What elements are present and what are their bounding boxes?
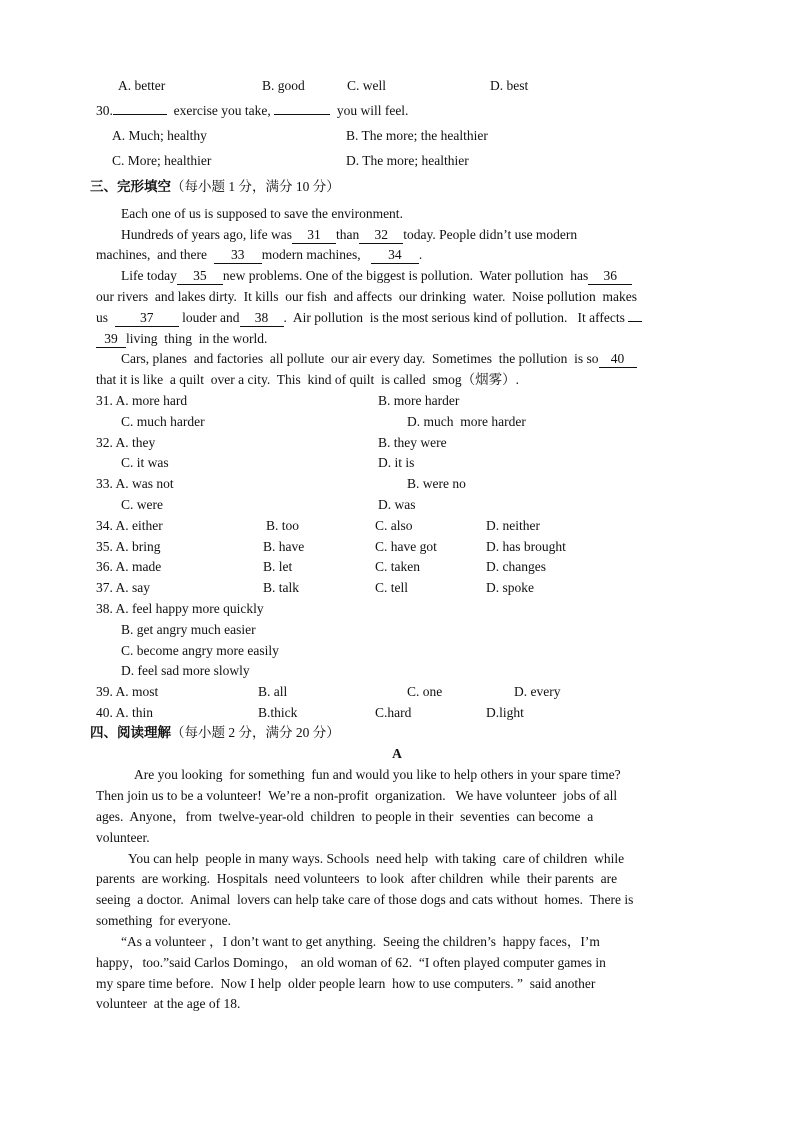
blank-32: 32: [359, 227, 403, 244]
blank-38: 38: [240, 310, 284, 327]
q30-option-d: D. The more; healthier: [346, 153, 469, 168]
q33-option-d: D. was: [378, 497, 416, 512]
blank-39: 39: [96, 331, 126, 348]
passage-line-6: [96, 309, 642, 327]
passage-line-2: [121, 226, 577, 244]
blank-40: 40: [599, 351, 637, 368]
passage-text: machines, and there: [96, 247, 207, 262]
passage-text: new problems. One of the biggest is pollution. Water pollution has: [222, 268, 589, 283]
q30-stem: [96, 102, 408, 120]
q29-option-a: A. better: [118, 78, 166, 93]
q33-option-c: C. were: [121, 497, 163, 512]
q36-option-c: C. taken: [375, 559, 420, 574]
q40-option-d: D.light: [486, 705, 524, 720]
q30-stem-mid: exercise you take,: [173, 103, 271, 118]
passage-text: Hundreds of years ago, life was: [121, 227, 292, 242]
q39-option-d: D. every: [514, 684, 561, 699]
q31-option-a: 31. A. more hard: [96, 393, 188, 408]
q40-option-a: 40. A. thin: [96, 705, 154, 720]
q30-option-b: B. The more; the healthier: [346, 128, 488, 143]
q37-option-c: C. tell: [375, 580, 408, 595]
reading-line-1: Are you looking for something fun and would you like to help others in your spare time?: [134, 767, 621, 782]
q30-option-c: C. More; healthier: [112, 153, 212, 168]
q39-option-a: 39. A. most: [96, 684, 159, 699]
passage-line-1: Each one of us is supposed to save the environment.: [121, 206, 403, 221]
passage-line-4: [121, 267, 632, 285]
passage-text: . Air pollution is the most serious kind of pollution. It affects: [283, 310, 625, 325]
reading-line-6: parents are working. Hospitals need volunteers to look after children while their parents are: [96, 871, 618, 886]
passage-text: living thing in the world.: [126, 331, 268, 346]
q35-option-a: 35. A. bring: [96, 539, 161, 554]
reading-line-2: Then join us to be a volunteer! We’re a non-profit organization. We have volunteer jobs of all: [96, 788, 618, 803]
q36-option-b: B. let: [263, 559, 293, 574]
passage-line-5: our rivers and lakes dirty. It kills our fish and affects our drinking water. Noise pollution makes: [96, 289, 638, 304]
blank-34: 34: [371, 247, 419, 264]
passage-text: louder and: [182, 310, 240, 325]
q37-option-b: B. talk: [263, 580, 299, 595]
q32-option-c: C. it was: [121, 455, 169, 470]
passage-text: us: [96, 310, 109, 325]
q31-option-c: C. much harder: [121, 414, 205, 429]
reading-line-5: You can help people in many ways. Schools need help with taking care of children while: [128, 851, 625, 866]
reading-line-4: volunteer.: [96, 830, 150, 845]
q34-option-c: C. also: [375, 518, 413, 533]
q32-option-b: B. they were: [378, 435, 447, 450]
passage-text: than: [335, 227, 360, 242]
passage-line-9: that it is like a quilt over a city. This kind of quilt is called smog（烟雾）.: [96, 372, 519, 387]
q34-option-a: 34. A. either: [96, 518, 163, 533]
q30-blank-2: [274, 114, 330, 115]
section-4-title: 四、阅读理解: [90, 725, 171, 740]
section-4-heading: [90, 724, 340, 742]
passage-text: modern machines,: [261, 247, 361, 262]
q37-option-d: D. spoke: [486, 580, 534, 595]
blank-36: 36: [588, 268, 632, 285]
blank-35: 35: [177, 268, 223, 285]
section-4-note: （每小题 2 分，满分 20 分）: [171, 725, 340, 740]
section-3-heading: [90, 178, 340, 196]
q30-stem-end: you will feel.: [336, 103, 409, 118]
reading-line-9: “As a volunteer ，I don’t want to get anything. Seeing the children’s happy faces，I’m: [121, 934, 600, 949]
section-3-title: 三、完形填空: [90, 179, 171, 194]
q29-option-c: C. well: [347, 78, 386, 93]
blank-31: 31: [292, 227, 336, 244]
q34-option-d: D. neither: [486, 518, 540, 533]
passage-text: today. People didn’t use modern: [403, 227, 578, 242]
passage-line-3: [96, 246, 422, 264]
section-3-note: （每小题 1 分，满分 10 分）: [171, 179, 340, 194]
q29-option-d: D. best: [490, 78, 529, 93]
reading-line-8: something for everyone.: [96, 913, 231, 928]
passage-line-7: [96, 330, 267, 348]
blank-37: 37: [115, 310, 179, 327]
q35-option-b: B. have: [263, 539, 305, 554]
q30-number: 30.: [96, 103, 113, 118]
q39-option-c: C. one: [407, 684, 443, 699]
q31-option-d: D. much more harder: [407, 414, 526, 429]
reading-line-12: volunteer at the age of 18.: [96, 996, 241, 1011]
q37-option-a: 37. A. say: [96, 580, 150, 595]
passage-text: Cars, planes and factories all pollute our air every day. Sometimes the pollution is so: [121, 351, 599, 366]
q30-blank-1: [113, 114, 167, 115]
q40-option-c: C.hard: [375, 705, 412, 720]
blank-39-lead: [628, 321, 642, 322]
q34-option-b: B. too: [266, 518, 300, 533]
q38-option-b: B. get angry much easier: [121, 622, 256, 637]
q35-option-d: D. has brought: [486, 539, 566, 554]
q32-option-a: 32. A. they: [96, 435, 156, 450]
reading-line-7: seeing a doctor. Animal lovers can help take care of those dogs and cats without homes. There is: [96, 892, 634, 907]
q39-option-b: B. all: [258, 684, 288, 699]
q31-option-b: B. more harder: [378, 393, 460, 408]
passage-line-8: [121, 350, 637, 368]
reading-line-3: ages. Anyone，from twelve-year-old children to people in their seventies can become a: [96, 809, 594, 824]
q33-option-a: 33. A. was not: [96, 476, 174, 491]
blank-33: 33: [214, 247, 262, 264]
q36-option-a: 36. A. made: [96, 559, 162, 574]
passage-a-heading: A: [392, 746, 402, 761]
q38-option-d: D. feel sad more slowly: [121, 663, 250, 678]
q36-option-d: D. changes: [486, 559, 546, 574]
passage-text: Life today: [121, 268, 177, 283]
q32-option-d: D. it is: [378, 455, 415, 470]
q33-option-b: B. were no: [407, 476, 466, 491]
q38-option-a: 38. A. feel happy more quickly: [96, 601, 264, 616]
q38-option-c: C. become angry more easily: [121, 643, 279, 658]
q30-option-a: A. Much; healthy: [112, 128, 207, 143]
reading-line-10: happy，too.”said Carlos Domingo， an old woman of 62. “I often played computer games in: [96, 955, 606, 970]
q35-option-c: C. have got: [375, 539, 437, 554]
passage-text: .: [418, 247, 423, 262]
q29-option-b: B. good: [262, 78, 305, 93]
q40-option-b: B.thick: [258, 705, 298, 720]
reading-line-11: my spare time before. Now I help older people learn how to use computers. ” said another: [96, 976, 596, 991]
